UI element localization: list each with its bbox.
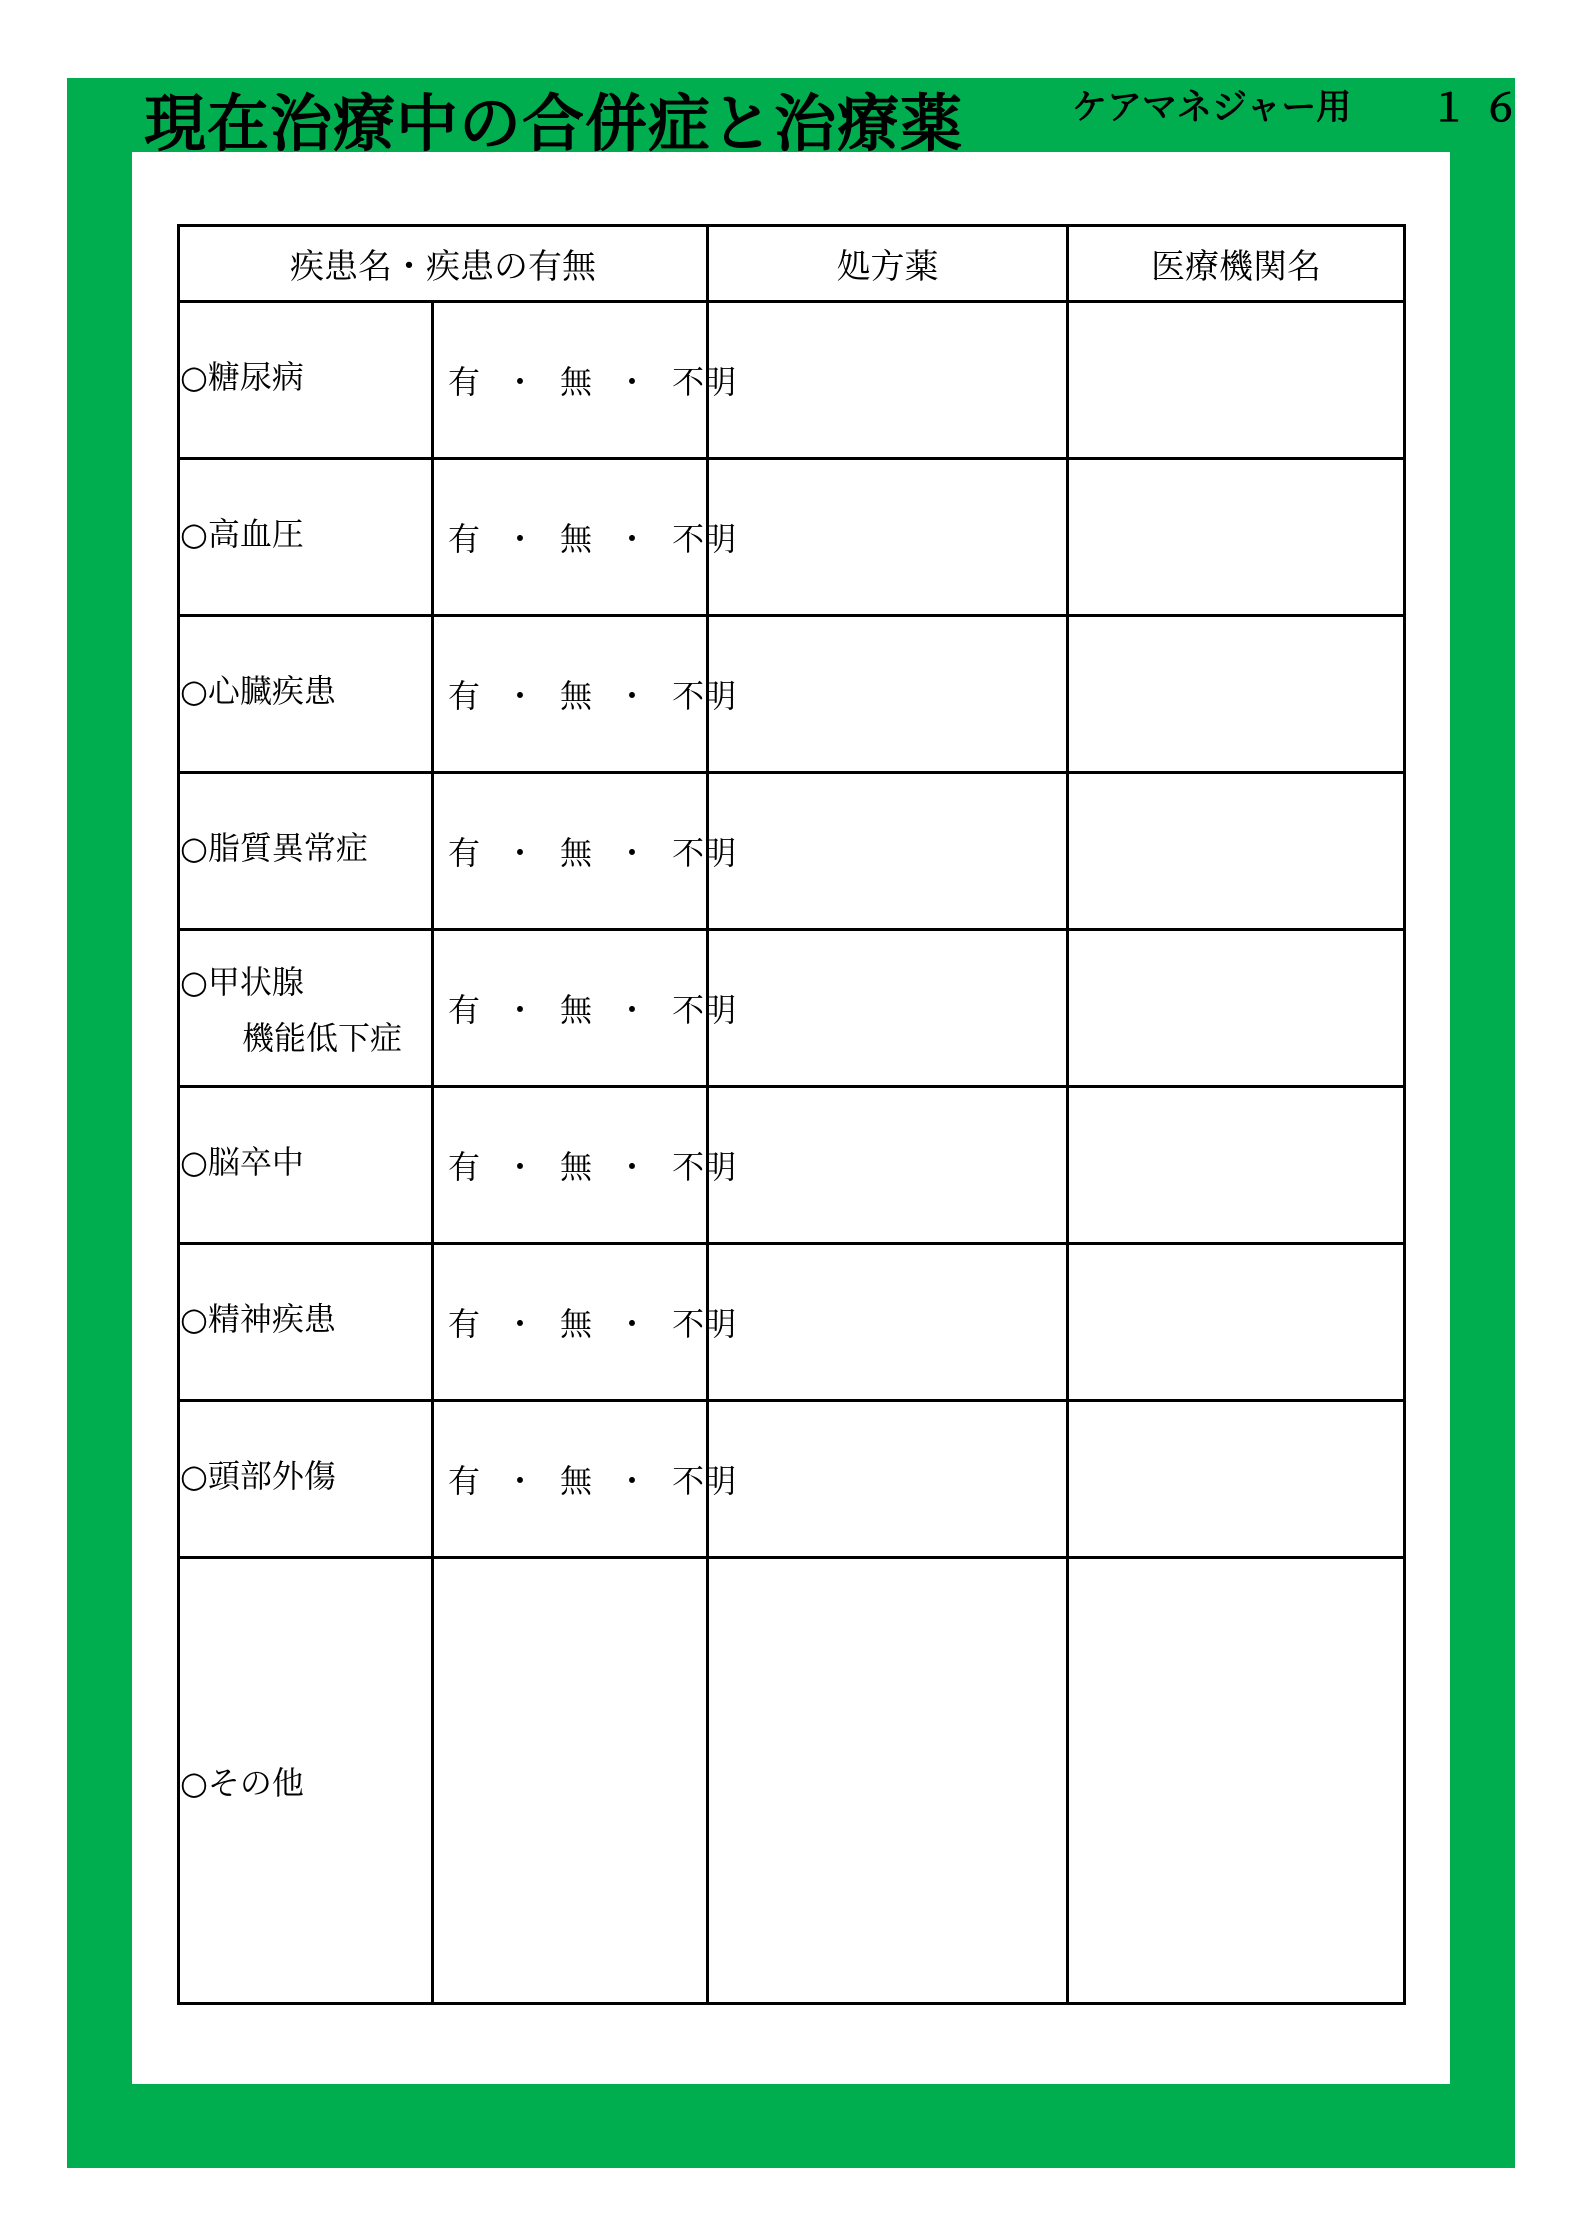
- prescription-cell[interactable]: [708, 1244, 1068, 1401]
- option-unknown[interactable]: 不明: [672, 1462, 737, 1500]
- option-no[interactable]: 無: [560, 520, 593, 558]
- table-row: [179, 459, 1405, 616]
- table-row: [179, 773, 1405, 930]
- option-unknown[interactable]: 不明: [672, 991, 737, 1029]
- presence-options[interactable]: [433, 1087, 737, 1244]
- disease-name: ○高血圧: [180, 515, 304, 553]
- disease-name: ○脂質異常症: [180, 829, 368, 867]
- disease-name: ○心臓疾患: [180, 672, 336, 710]
- prescription-cell[interactable]: [708, 616, 1068, 773]
- option-no[interactable]: 無: [560, 363, 593, 401]
- option-unknown[interactable]: 不明: [672, 677, 737, 715]
- presence-options[interactable]: [433, 1244, 737, 1401]
- institution-cell[interactable]: [1068, 459, 1405, 616]
- option-unknown[interactable]: 不明: [672, 520, 737, 558]
- presence-options[interactable]: [433, 302, 737, 459]
- option-yes[interactable]: 有: [448, 1305, 481, 1343]
- prescription-cell[interactable]: [708, 773, 1068, 930]
- option-no[interactable]: 無: [560, 677, 593, 715]
- option-separator: ・: [616, 834, 649, 872]
- option-separator: ・: [616, 1462, 649, 1500]
- prescription-cell[interactable]: [708, 302, 1068, 459]
- option-unknown[interactable]: 不明: [672, 1148, 737, 1186]
- comorbidity-table: [177, 224, 1406, 2005]
- option-separator: ・: [616, 1148, 649, 1186]
- option-separator: ・: [504, 1462, 537, 1500]
- header-institution: 医療機関名: [1068, 226, 1405, 302]
- institution-cell[interactable]: [1068, 1401, 1405, 1558]
- disease-name-cell: [179, 773, 433, 930]
- option-no[interactable]: 無: [560, 834, 593, 872]
- institution-cell[interactable]: [1068, 302, 1405, 459]
- disease-name-cell: [179, 930, 433, 1087]
- other-presence-cell[interactable]: [433, 1558, 708, 2004]
- disease-name-cell: [179, 616, 433, 773]
- table-row: [179, 1244, 1405, 1401]
- prescription-cell[interactable]: [708, 1087, 1068, 1244]
- option-no[interactable]: 無: [560, 1148, 593, 1186]
- prescription-cell[interactable]: [708, 1401, 1068, 1558]
- table-row-other: [179, 1558, 1405, 2004]
- option-separator: ・: [504, 991, 537, 1029]
- disease-name-cont: 機能低下症: [242, 1019, 403, 1057]
- option-yes[interactable]: 有: [448, 677, 481, 715]
- option-yes[interactable]: 有: [448, 363, 481, 401]
- option-separator: ・: [616, 991, 649, 1029]
- option-yes[interactable]: 有: [448, 520, 481, 558]
- institution-cell[interactable]: [1068, 773, 1405, 930]
- option-separator: ・: [504, 1148, 537, 1186]
- other-label: ○その他: [180, 1763, 304, 1802]
- disease-name: ○頭部外傷: [180, 1457, 336, 1495]
- disease-name-cell: [179, 1087, 433, 1244]
- header-disease: 疾患名・疾患の有無: [179, 226, 708, 302]
- disease-name: ○甲状腺: [180, 963, 304, 1001]
- option-separator: ・: [504, 520, 537, 558]
- prescription-cell[interactable]: [708, 930, 1068, 1087]
- option-separator: ・: [504, 834, 537, 872]
- institution-cell[interactable]: [1068, 1244, 1405, 1401]
- disease-name-cell: [179, 459, 433, 616]
- option-no[interactable]: 無: [560, 1462, 593, 1500]
- header-prescription: 処方薬: [708, 226, 1068, 302]
- table-row: [179, 930, 1405, 1087]
- option-no[interactable]: 無: [560, 991, 593, 1029]
- option-yes[interactable]: 有: [448, 1462, 481, 1500]
- disease-name: ○脳卒中: [180, 1143, 304, 1181]
- presence-options[interactable]: [433, 459, 737, 616]
- table-row: [179, 1401, 1405, 1558]
- option-separator: ・: [504, 677, 537, 715]
- table-row: [179, 1087, 1405, 1244]
- presence-options[interactable]: [433, 930, 737, 1087]
- option-separator: ・: [616, 677, 649, 715]
- option-separator: ・: [504, 363, 537, 401]
- option-separator: ・: [616, 520, 649, 558]
- option-unknown[interactable]: 不明: [672, 363, 737, 401]
- option-separator: ・: [616, 363, 649, 401]
- other-institution-cell[interactable]: [1068, 1558, 1405, 2004]
- institution-cell[interactable]: [1068, 1087, 1405, 1244]
- option-yes[interactable]: 有: [448, 834, 481, 872]
- institution-cell[interactable]: [1068, 616, 1405, 773]
- table-row: [179, 616, 1405, 773]
- audience-tag: ケアマネジャー用: [1072, 88, 1352, 128]
- presence-options[interactable]: [433, 1401, 737, 1558]
- disease-name: ○精神疾患: [180, 1300, 336, 1338]
- option-yes[interactable]: 有: [448, 991, 481, 1029]
- option-yes[interactable]: 有: [448, 1148, 481, 1186]
- option-unknown[interactable]: 不明: [672, 834, 737, 872]
- other-label-cell: [179, 1558, 433, 2004]
- other-prescription-cell[interactable]: [708, 1558, 1068, 2004]
- disease-name-cell: [179, 1401, 433, 1558]
- option-no[interactable]: 無: [560, 1305, 593, 1343]
- institution-cell[interactable]: [1068, 930, 1405, 1087]
- page-title: 現在治療中の合併症と治療薬: [144, 87, 964, 160]
- disease-name-cell: [179, 302, 433, 459]
- disease-name: ○糖尿病: [180, 358, 304, 396]
- option-separator: ・: [616, 1305, 649, 1343]
- option-separator: ・: [504, 1305, 537, 1343]
- presence-options[interactable]: [433, 773, 737, 930]
- prescription-cell[interactable]: [708, 459, 1068, 616]
- option-unknown[interactable]: 不明: [672, 1305, 737, 1343]
- table-row: [179, 302, 1405, 459]
- disease-name-cell: [179, 1244, 433, 1401]
- presence-options[interactable]: [433, 616, 737, 773]
- page-number: １６: [1430, 86, 1535, 130]
